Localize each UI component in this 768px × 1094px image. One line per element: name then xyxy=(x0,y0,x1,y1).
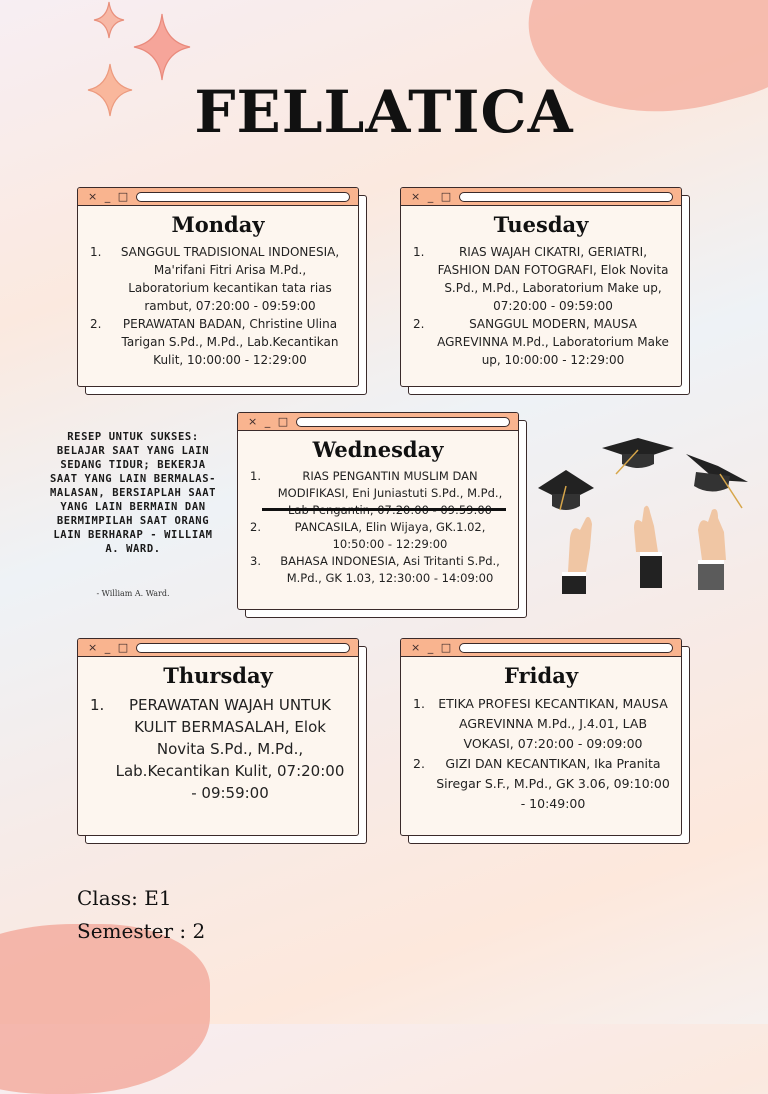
graduation-cap-icon xyxy=(602,438,674,474)
decorative-blob-bottom-left xyxy=(0,924,210,1094)
wednesday-class-list xyxy=(250,468,508,587)
list-item: 2. GIZI DAN KECANTIKAN, Ika Pranita Siregar S.F., M.Pd., GK 3.06, 09:10:00 - 10:49:00 xyxy=(413,756,670,811)
window-controls: × _ □ xyxy=(88,189,131,203)
tuesday-card xyxy=(400,187,682,387)
list-item: 1. PERAWATAN WAJAH UNTUK KULIT BERMASALAH, Elok Novita S.Pd., M.Pd., Lab.Kecantikan Kulit, 07:20:00 - 09:59:00 xyxy=(90,696,345,802)
raised-hand-icon xyxy=(634,506,662,588)
day-heading-tuesday: Tuesday xyxy=(493,212,589,237)
thursday-card xyxy=(77,638,359,836)
list-item: 2. PANCASILA, Elin Wijaya, GK.1.02, 10:50:00 - 12:29:00 xyxy=(250,520,486,551)
raised-hand-icon xyxy=(698,509,726,590)
window-title-bar xyxy=(78,188,358,206)
raised-hand-icon xyxy=(562,517,592,594)
list-item: 1. RIAS PENGANTIN MUSLIM DAN MODIFIKASI, Eni Juniastuti S.Pd., M.Pd., xyxy=(250,469,503,500)
window-controls: × _ □ xyxy=(88,640,131,654)
page-title: FELLATICA xyxy=(194,78,574,146)
window-title-bar xyxy=(401,639,681,657)
sparkle-icon xyxy=(132,12,192,82)
window-controls: × _ □ xyxy=(248,414,291,428)
underline-rule xyxy=(262,508,506,511)
graduation-cap-icon xyxy=(538,470,594,510)
list-item: 2. PERAWATAN BADAN, Christine Ulina Tarigan S.Pd., M.Pd., Lab.Kecantikan Kulit, 10:00:00 - 12:29:00 xyxy=(90,317,339,367)
day-heading-wednesday: Wednesday xyxy=(312,437,444,462)
thursday-class-list xyxy=(90,694,348,804)
quote-attribution: - William A. Ward. xyxy=(96,589,170,598)
wednesday-card xyxy=(237,412,519,610)
monday-class-list xyxy=(90,243,348,369)
tuesday-class-list xyxy=(413,243,671,369)
class-label: Class: E1 xyxy=(77,886,172,910)
list-item: 1. RIAS WAJAH CIKATRI, GERIATRI, FASHION DAN FOTOGRAFI, Elok Novita S.Pd., M.Pd., Laboratorium Make up, 07:20:00 - 09:59:00 xyxy=(413,245,669,313)
list-item: 3. BAHASA INDONESIA, Asi Tritanti S.Pd., M.Pd., GK 1.03, 12:30:00 - 14:09:00 xyxy=(250,554,500,585)
day-heading-thursday: Thursday xyxy=(163,663,273,688)
monday-card xyxy=(77,187,359,387)
friday-class-list xyxy=(413,694,671,814)
window-title-bar xyxy=(401,188,681,206)
window-controls: × _ □ xyxy=(411,640,454,654)
friday-card xyxy=(400,638,682,836)
graduation-cap-icon xyxy=(686,454,748,508)
window-controls: × _ □ xyxy=(411,189,454,203)
day-heading-friday: Friday xyxy=(503,663,579,688)
sparkle-icon xyxy=(92,0,126,40)
list-item: 1. ETIKA PROFESI KECANTIKAN, MAUSA AGREVINNA M.Pd., J.4.01, LAB VOKASI, 07:20:00 - 09:09:00 xyxy=(413,696,668,751)
day-heading-monday: Monday xyxy=(171,212,265,237)
success-quote: RESEP UNTUK SUKSES: BELAJAR SAAT YANG LAIN SEDANG TIDUR; BEKERJA SAAT YANG LAIN BERMALAS-MALASAN, BERSIAPLAH SAAT YANG LAIN BERMAIN DAN BERMIMPILAH SAAT ORANG LAIN BERHARAP - WILLIAM A. WARD. xyxy=(49,431,217,555)
window-title-bar xyxy=(238,413,518,431)
list-item: 1. SANGGUL TRADISIONAL INDONESIA, Ma'rifani Fitri Arisa M.Pd., Laboratorium kecantikan tata rias rambut, 07:20:00 - 09:59:00 xyxy=(90,245,340,313)
graduation-illustration xyxy=(530,430,760,600)
semester-label: Semester : 2 xyxy=(77,919,206,943)
window-title-bar xyxy=(78,639,358,657)
list-item: 2. SANGGUL MODERN, MAUSA AGREVINNA M.Pd., Laboratorium Make up, 10:00:00 - 12:29:00 xyxy=(413,317,669,367)
